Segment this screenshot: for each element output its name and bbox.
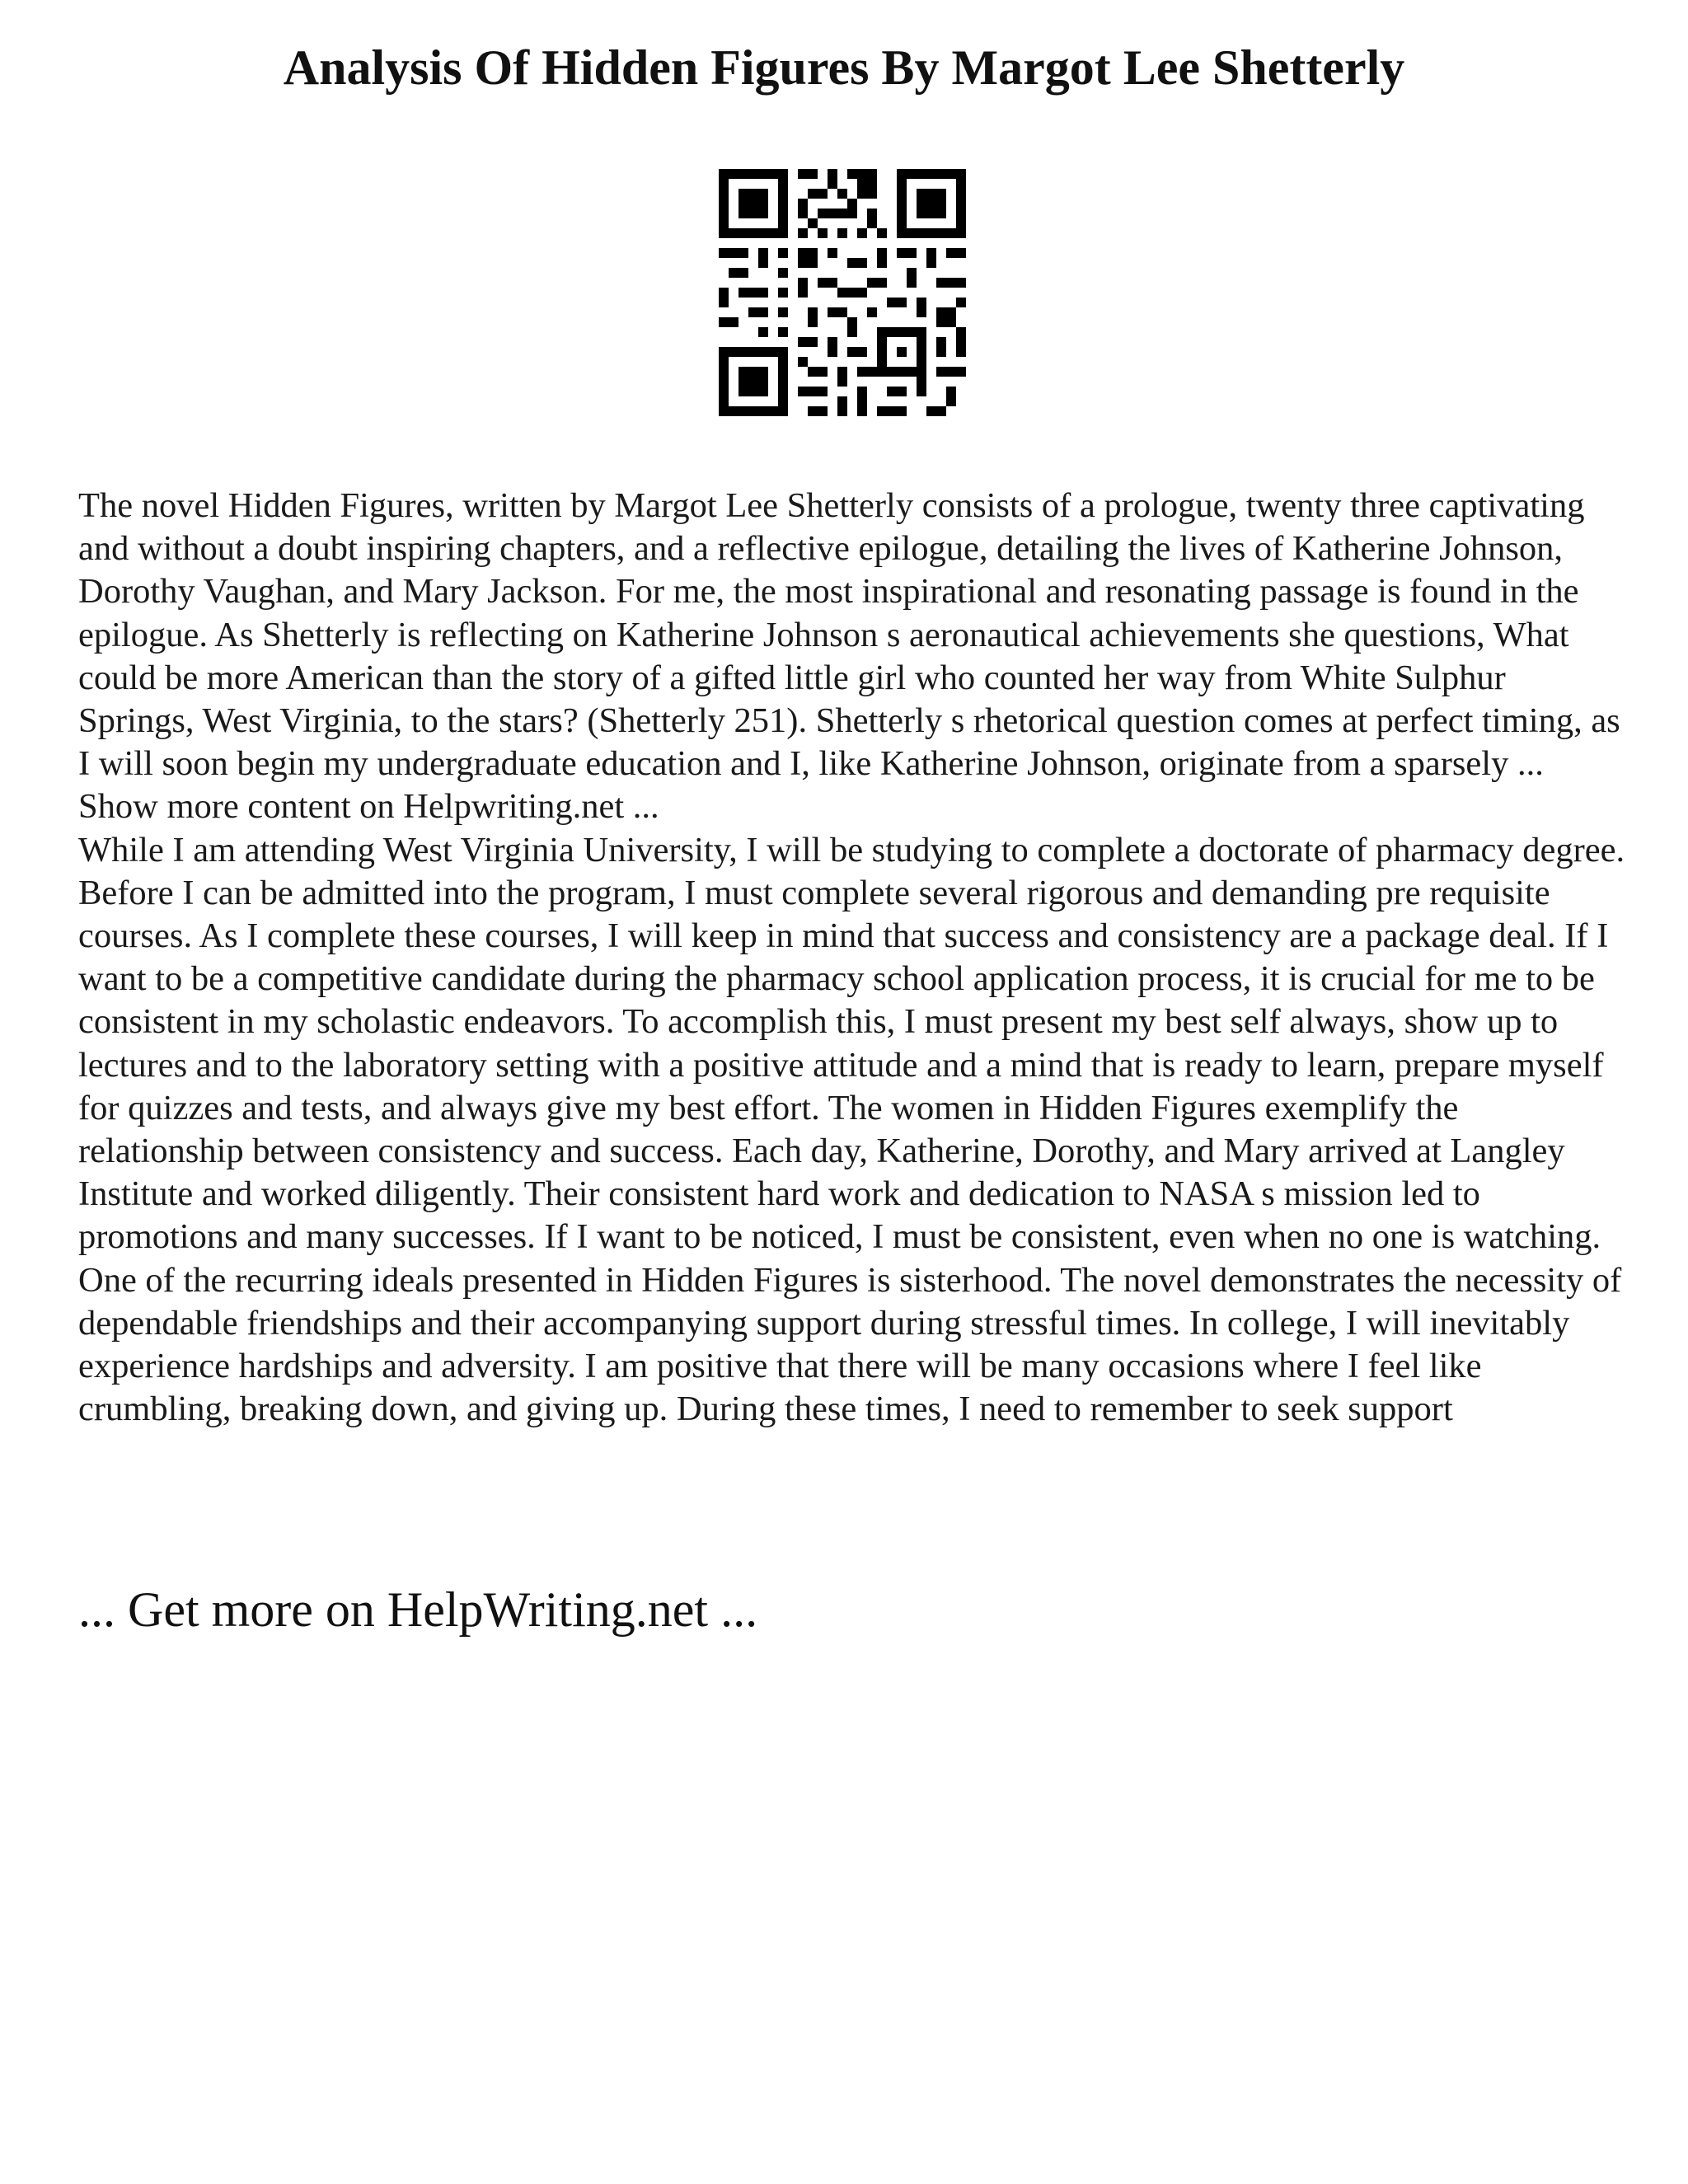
- get-more-link[interactable]: ... Get more on HelpWriting.net ...: [78, 1582, 758, 1637]
- qr-code-icon[interactable]: [719, 169, 966, 416]
- paragraph-main: While I am attending West Virginia University, I will be studying to complete a doctorate of pharmacy degree. Before I can be admitted into the program, I must complete several rigorous and demanding pre requisite courses. As I complete these courses, I will keep in mind that success and consistency are a package deal. If I want to be a competitive candidate during the pharmacy school application process, it is crucial for me to be consistent in my scholastic endeavors. To accomplish this, I must present my best self always, show up to lectures and to the laboratory setting with a positive attitude and a mind that is ready to learn, prepare myself for quizzes and tests, and always give my best effort. The women in Hidden Figures exemplify the relationship between consistency and success. Each day, Katherine, Dorothy, and Mary arrived at Langley Institute and worked diligently. Their consistent hard work and dedication to NASA s mission led to promotions and many successes. If I want to be noticed, I must be consistent, even when no one is watching. One of the recurring ideals presented in Hidden Figures is sisterhood. The novel demonstrates the necessity of dependable friendships and their accompanying support during stressful times. In college, I will inevitably experience hardships and adversity. I am positive that there will be many occasions where I feel like crumbling, breaking down, and giving up. During these times, I need to remember to seek support: [78, 830, 1625, 1429]
- paragraph-intro: The novel Hidden Figures, written by Margot Lee Shetterly consists of a prologue, twenty three captivating and without a doubt inspiring chapters, and a reflective epilogue, detailing the lives of Katherine Johnson, Dorothy Vaughan, and Mary Jackson. For me, the most inspirational and resonating passage is found in the epilogue. As Shetterly is reflecting on Katherine Johnson s aeronautical achievements she questions, What could be more American than the story of a gifted little girl who counted her way from White Sulphur Springs, West Virginia, to the stars? (Shetterly 251). Shetterly s rhetorical question comes at perfect timing, as I will soon begin my undergraduate education and I, like Katherine Johnson, originate from a sparsely ... Show more content on Helpwriting.net ...: [78, 486, 1620, 827]
- document-title: Analysis Of Hidden Figures By Margot Lee Shetterly: [283, 40, 1405, 95]
- article-body: [78, 485, 1628, 1431]
